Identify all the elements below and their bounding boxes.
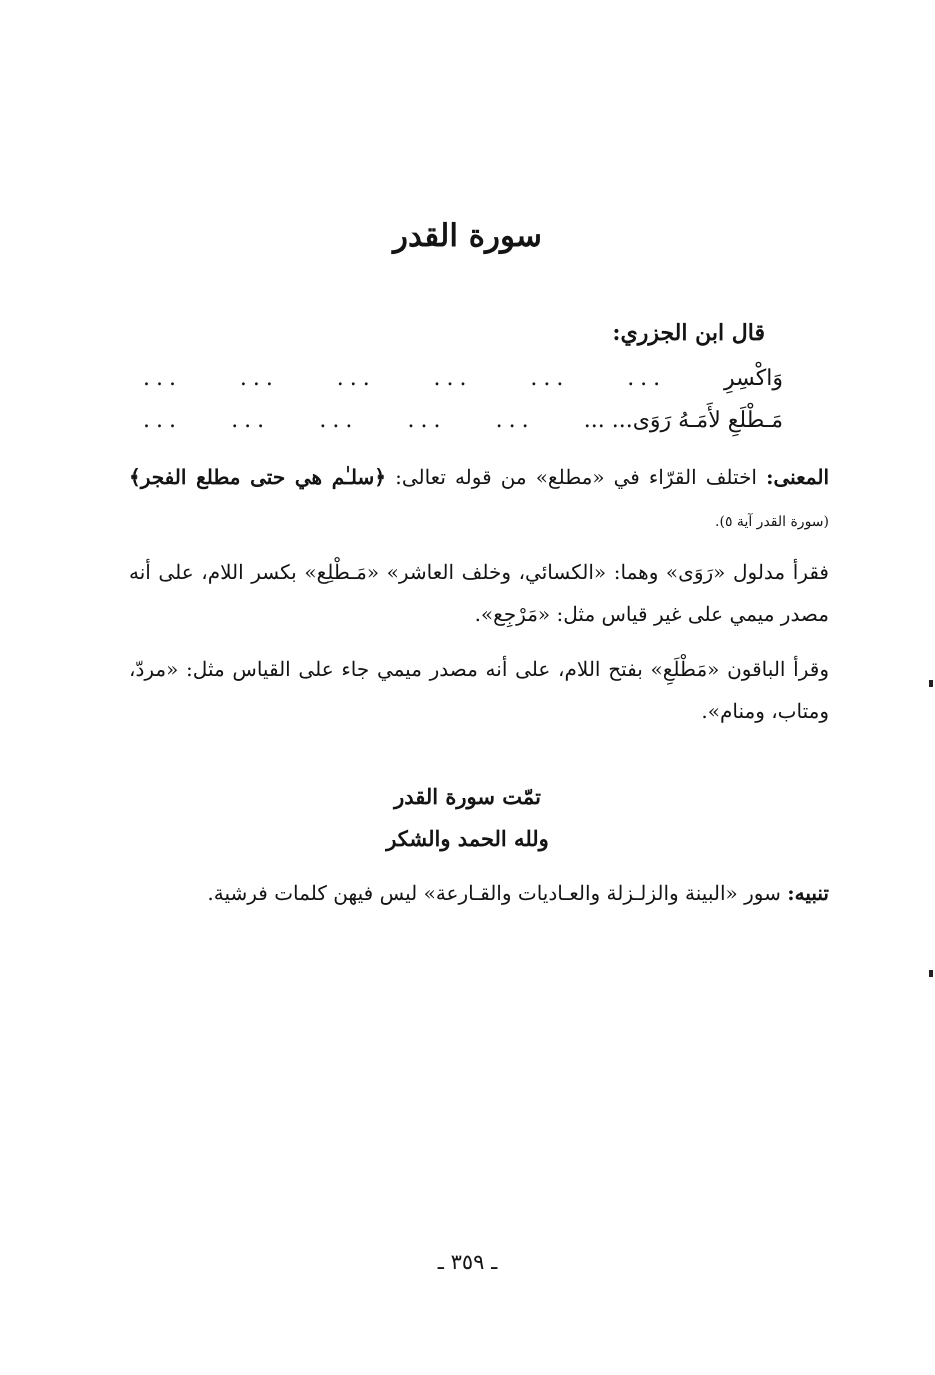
ellipsis: ... <box>143 408 183 433</box>
verse-line-1 <box>143 366 783 391</box>
quran-reference: (سورة القدر آية ٥). <box>715 514 829 530</box>
meaning-paragraph <box>129 456 829 543</box>
ellipsis: ... <box>433 366 473 391</box>
scan-mark <box>929 970 933 977</box>
scan-mark <box>929 680 933 687</box>
ellipsis: ... <box>627 366 667 391</box>
page-number: ـ ٣٥٩ ـ <box>437 1250 498 1274</box>
note-label: تنبيه: <box>787 881 829 905</box>
closing-line-2: ولله الحمد والشكر <box>386 826 549 851</box>
ellipsis: ... <box>231 408 271 433</box>
verse-text: مَـطْلَعِ لأَمَـهُ رَوَى... ... <box>583 408 783 433</box>
ellipsis: ... <box>336 366 376 391</box>
page-title: سورة القدر <box>393 218 542 254</box>
poem-heading: قال ابن الجزري: <box>612 320 765 346</box>
note-paragraph <box>129 872 829 914</box>
verse-word: وَاكْسِرِ <box>724 366 783 391</box>
meaning-label: المعنى: <box>766 465 830 489</box>
ellipsis: ... <box>530 366 570 391</box>
meaning-text: اختلف القرّاء في «مطلع» من قوله تعالى: <box>395 465 757 489</box>
reading-paragraph-1: فقرأ مدلول «رَوَى» وهما: «الكسائي، وخلف العاشر» «مَـطْلِع» بكسر اللام، على أنه مصدر ميمي على غير قياس مثل: «مَرْجِع». <box>129 560 829 626</box>
quran-quote: ﴿سلـٰم هي حتى مطلع الفجر﴾ <box>129 465 387 489</box>
ellipsis: ... <box>495 408 535 433</box>
ellipsis: ... <box>239 366 279 391</box>
ellipsis: ... <box>319 408 359 433</box>
note-text: سور «البينة والزلـزلة والعـاديات والقـارعة» ليس فيهن كلمات فرشية. <box>207 881 781 905</box>
ellipsis: ... <box>143 366 183 391</box>
verse-line-2 <box>143 408 783 433</box>
ellipsis: ... <box>407 408 447 433</box>
reading-paragraph-2: وقرأ الباقون «مَطْلَعِ» بفتح اللام، على أنه مصدر ميمي جاء على القياس مثل: «مردّ، ومتاب، ومنام». <box>129 657 829 723</box>
closing-line-1: تمّت سورة القدر <box>394 784 541 809</box>
